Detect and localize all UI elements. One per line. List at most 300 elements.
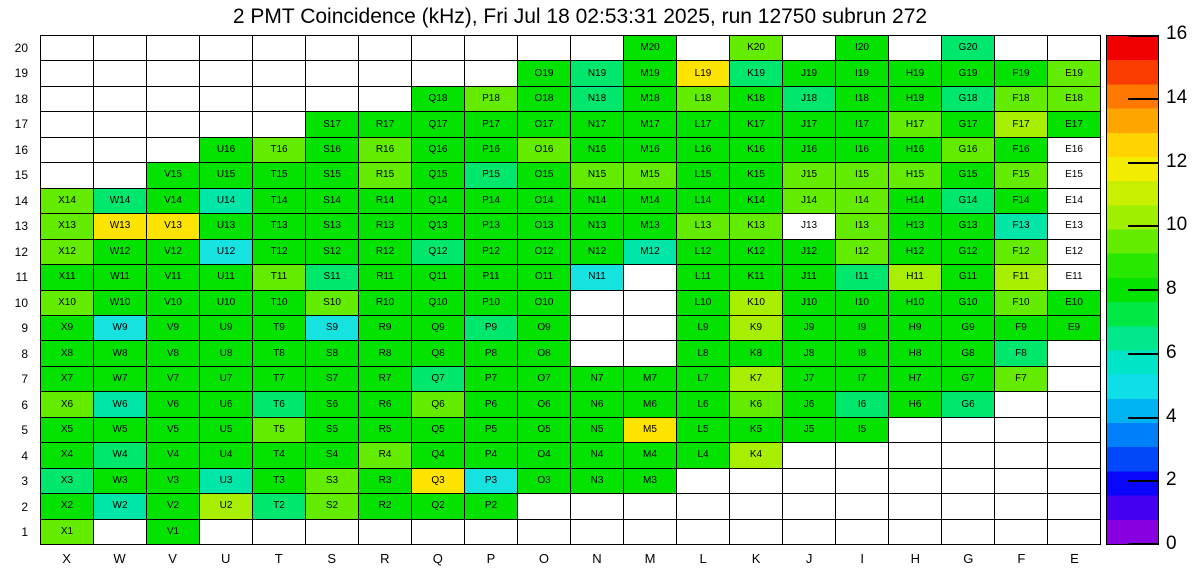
- y-axis-tick-label: 7: [21, 372, 28, 387]
- heatmap-cell-label: P8: [484, 347, 498, 359]
- heatmap-cell-label: P7: [484, 373, 498, 385]
- heatmap-cell: [518, 214, 570, 238]
- heatmap-cell-label: V8: [166, 347, 180, 359]
- heatmap-cell: [306, 418, 358, 442]
- heatmap-cell: [147, 214, 199, 238]
- heatmap-cell-label: R10: [375, 296, 395, 308]
- heatmap-cell-label: V11: [164, 271, 182, 283]
- heatmap-cell-label: U13: [216, 220, 236, 232]
- heatmap-cell: [359, 240, 411, 264]
- colorbar-tick: [1128, 289, 1159, 291]
- heatmap-cell: [253, 494, 305, 518]
- heatmap-cell-label: K12: [747, 245, 765, 257]
- heatmap-cell: [571, 189, 623, 213]
- empty-bin: [677, 469, 729, 493]
- heatmap-cell: [200, 392, 252, 416]
- heatmap-cell-label: V6: [166, 398, 180, 410]
- heatmap-cell: [94, 367, 146, 391]
- chart-title: 2 PMT Coincidence (kHz), Fri Jul 18 02:53:31 2025, run 12750 subrun 272: [232, 5, 928, 28]
- heatmap-cell: [677, 112, 729, 136]
- heatmap-cell-label: W7: [112, 373, 128, 385]
- empty-bin: [412, 36, 464, 60]
- colorbar-tick: [1128, 35, 1159, 37]
- heatmap-cell-label: S10: [323, 296, 341, 308]
- heatmap-cell: [359, 214, 411, 238]
- heatmap-cell-label: Q2: [431, 500, 445, 512]
- empty-bin: [94, 87, 146, 111]
- heatmap-cell: [41, 367, 93, 391]
- heatmap-cell: [518, 443, 570, 467]
- x-axis-tick-label: M: [644, 550, 656, 566]
- heatmap-cell-label: K5: [749, 423, 763, 435]
- empty-bin: [571, 341, 623, 365]
- heatmap-cell-label: G8: [961, 347, 975, 359]
- heatmap-cell-label: E14: [1065, 194, 1083, 206]
- y-axis-tick-label: 2: [21, 499, 28, 514]
- heatmap-cell: [306, 265, 358, 289]
- heatmap-cell: [571, 240, 623, 264]
- empty-bin: [995, 36, 1047, 60]
- heatmap-cell: [730, 214, 782, 238]
- heatmap-cell-label: I15: [855, 169, 869, 181]
- heatmap-cell-label: W5: [112, 423, 128, 435]
- heatmap-cell-label: V13: [164, 220, 182, 232]
- heatmap-cell-label: O11: [534, 271, 554, 283]
- heatmap-cell: [889, 341, 941, 365]
- heatmap-cell-label: O15: [534, 169, 554, 181]
- heatmap-cell-label: P10: [482, 296, 500, 308]
- heatmap-cell-label: O19: [534, 67, 554, 79]
- heatmap-cell-label: V9: [166, 322, 180, 334]
- heatmap-cell: [41, 341, 93, 365]
- heatmap-cell-label: Q8: [431, 347, 445, 359]
- heatmap-cell-label: T7: [273, 373, 285, 385]
- heatmap-cell-label: H16: [905, 144, 925, 156]
- heatmap-cell: [147, 520, 199, 544]
- heatmap-cell: [571, 367, 623, 391]
- y-axis-tick-label: 12: [14, 244, 28, 259]
- heatmap-cell-label: K4: [749, 449, 763, 461]
- heatmap-cell: [253, 163, 305, 187]
- heatmap-cell-label: I18: [855, 93, 869, 105]
- heatmap-cell-label: R3: [378, 474, 392, 486]
- x-axis-tick-label: R: [380, 550, 390, 566]
- heatmap-cell: [942, 61, 994, 85]
- heatmap-cell-label: G6: [961, 398, 975, 410]
- heatmap-cell-label: Q3: [431, 474, 445, 486]
- x-axis-tick-label: K: [751, 550, 761, 566]
- heatmap-cell-label: G18: [958, 93, 978, 105]
- heatmap-cell: [200, 341, 252, 365]
- heatmap-cell: [942, 265, 994, 289]
- heatmap-cell-label: U3: [219, 474, 233, 486]
- heatmap-cell-label: M6: [643, 398, 657, 410]
- heatmap-cell: [41, 443, 93, 467]
- x-axis-tick-label: G: [963, 550, 974, 566]
- heatmap-cell-label: M17: [640, 118, 660, 130]
- heatmap-cell-label: T10: [270, 296, 288, 308]
- x-axis-tick-label: E: [1070, 550, 1079, 566]
- heatmap-cell-label: I8: [857, 347, 867, 359]
- heatmap-cell-label: K10: [747, 296, 765, 308]
- heatmap-cell: [359, 341, 411, 365]
- heatmap-cell-label: F16: [1012, 144, 1030, 156]
- heatmap-cell-label: N14: [587, 194, 607, 206]
- heatmap-cell-label: K20: [747, 42, 765, 54]
- heatmap-cell: [995, 87, 1047, 111]
- heatmap-cell: [41, 469, 93, 493]
- heatmap-cell-label: J6: [803, 398, 815, 410]
- heatmap-cell-label: I13: [855, 220, 869, 232]
- heatmap-cell: [253, 341, 305, 365]
- heatmap-cell: [942, 214, 994, 238]
- heatmap-cell: [412, 240, 464, 264]
- heatmap-cell: [465, 163, 517, 187]
- heatmap-cell: [359, 316, 411, 340]
- heatmap-cell-label: J15: [800, 169, 818, 181]
- heatmap-cell-label: Q10: [428, 296, 448, 308]
- heatmap-cell: [253, 291, 305, 315]
- heatmap-cell: [200, 494, 252, 518]
- heatmap-cell-label: P15: [482, 169, 500, 181]
- heatmap-cell-label: W9: [112, 322, 128, 334]
- heatmap-cell-label: W4: [112, 449, 128, 461]
- empty-bin: [995, 392, 1047, 416]
- heatmap-cell: [41, 189, 93, 213]
- heatmap-cell: [253, 138, 305, 162]
- heatmap-cell-label: N11: [588, 271, 606, 283]
- heatmap-cell-label: Q14: [428, 194, 448, 206]
- heatmap-cell: [624, 469, 676, 493]
- empty-bin: [624, 494, 676, 518]
- y-axis-tick-label: 18: [14, 91, 28, 106]
- heatmap-cell-label: T8: [273, 347, 285, 359]
- heatmap-cell-label: L14: [694, 194, 712, 206]
- heatmap-cell: [677, 61, 729, 85]
- empty-bin: [41, 138, 93, 162]
- empty-bin: [147, 138, 199, 162]
- heatmap-cell-label: M5: [643, 423, 657, 435]
- heatmap-cell: [624, 189, 676, 213]
- heatmap-cell-label: L9: [697, 322, 709, 334]
- empty-bin: [836, 520, 888, 544]
- heatmap-cell: [306, 367, 358, 391]
- heatmap-cell-label: K7: [749, 373, 763, 385]
- heatmap-cell-label: X10: [58, 296, 76, 308]
- heatmap-cell-label: M12: [640, 245, 660, 257]
- heatmap-cell: [465, 418, 517, 442]
- heatmap-cell-label: N18: [587, 93, 607, 105]
- empty-bin: [359, 61, 411, 85]
- heatmap-cell-label: K9: [749, 322, 763, 334]
- heatmap-cell: [889, 367, 941, 391]
- heatmap-cell-label: K13: [747, 220, 765, 232]
- heatmap-cell: [1048, 265, 1100, 289]
- heatmap-cell: [730, 265, 782, 289]
- heatmap-grid: [40, 35, 1101, 545]
- heatmap-cell: [677, 214, 729, 238]
- heatmap-cell: [942, 163, 994, 187]
- heatmap-cell-label: K15: [747, 169, 765, 181]
- heatmap-cell-label: T6: [273, 398, 285, 410]
- heatmap-cell: [889, 291, 941, 315]
- heatmap-cell: [465, 189, 517, 213]
- heatmap-cell: [942, 367, 994, 391]
- heatmap-cell-label: F8: [1015, 347, 1027, 359]
- heatmap-cell-label: Q9: [431, 322, 445, 334]
- heatmap-cell: [889, 163, 941, 187]
- heatmap-cell: [200, 418, 252, 442]
- heatmap-cell-label: P12: [482, 245, 500, 257]
- colorbar-tick: [1128, 543, 1159, 545]
- heatmap-cell-label: T2: [273, 500, 285, 512]
- heatmap-cell: [677, 163, 729, 187]
- empty-bin: [94, 138, 146, 162]
- heatmap-cell-label: W14: [109, 194, 131, 206]
- heatmap-cell-label: S15: [323, 169, 341, 181]
- heatmap-cell-label: X8: [60, 347, 74, 359]
- heatmap-cell: [783, 112, 835, 136]
- heatmap-cell: [730, 291, 782, 315]
- heatmap-cell-label: I10: [855, 296, 869, 308]
- empty-bin: [94, 36, 146, 60]
- heatmap-cell: [94, 392, 146, 416]
- heatmap-cell-label: V4: [166, 449, 180, 461]
- heatmap-cell-label: O3: [537, 474, 551, 486]
- heatmap-cell: [1048, 163, 1100, 187]
- heatmap-cell: [624, 392, 676, 416]
- y-axis-tick-label: 9: [21, 321, 28, 336]
- heatmap-cell: [677, 392, 729, 416]
- heatmap-cell: [783, 189, 835, 213]
- heatmap-cell-label: O18: [534, 93, 554, 105]
- heatmap-cell: [995, 138, 1047, 162]
- heatmap-cell: [730, 36, 782, 60]
- heatmap-cell-label: N3: [590, 474, 604, 486]
- heatmap-cell-label: T14: [270, 194, 288, 206]
- empty-bin: [995, 418, 1047, 442]
- heatmap-cell: [1048, 214, 1100, 238]
- heatmap-cell-label: G10: [958, 296, 978, 308]
- heatmap-cell-label: I17: [855, 118, 869, 130]
- heatmap-cell-label: I9: [857, 322, 867, 334]
- heatmap-cell: [412, 214, 464, 238]
- heatmap-cell-label: X2: [60, 500, 74, 512]
- heatmap-cell-label: T12: [270, 245, 288, 257]
- heatmap-cell-label: J11: [801, 271, 817, 283]
- heatmap-cell: [147, 163, 199, 187]
- heatmap-cell-label: S4: [325, 449, 339, 461]
- heatmap-cell: [1048, 112, 1100, 136]
- heatmap-cell-label: P18: [482, 93, 500, 105]
- heatmap-cell-label: F19: [1012, 67, 1030, 79]
- heatmap-cell-label: F12: [1012, 245, 1030, 257]
- colorbar-tick-label: 0: [1166, 533, 1177, 555]
- x-axis-tick-label: O: [538, 550, 549, 566]
- heatmap-cell-label: J8: [803, 347, 815, 359]
- heatmap-cell: [889, 240, 941, 264]
- heatmap-cell-label: V14: [164, 194, 182, 206]
- heatmap-cell-label: T16: [270, 144, 288, 156]
- heatmap-cell: [518, 189, 570, 213]
- heatmap-cell: [306, 189, 358, 213]
- heatmap-cell-label: U8: [219, 347, 233, 359]
- heatmap-cell-label: K16: [747, 144, 765, 156]
- heatmap-cell: [889, 189, 941, 213]
- heatmap-cell-label: T3: [273, 474, 285, 486]
- heatmap-cell: [412, 316, 464, 340]
- y-axis-tick-label: 13: [14, 219, 28, 234]
- heatmap-cell: [836, 316, 888, 340]
- heatmap-cell: [836, 392, 888, 416]
- empty-bin: [889, 443, 941, 467]
- heatmap-cell: [253, 469, 305, 493]
- heatmap-cell: [412, 443, 464, 467]
- heatmap-cell-label: J19: [800, 67, 818, 79]
- heatmap-cell-label: P17: [482, 118, 500, 130]
- heatmap-cell: [571, 418, 623, 442]
- empty-bin: [942, 469, 994, 493]
- empty-bin: [306, 36, 358, 60]
- heatmap-cell: [359, 138, 411, 162]
- heatmap-cell: [94, 469, 146, 493]
- heatmap-cell: [306, 163, 358, 187]
- heatmap-cell: [730, 316, 782, 340]
- heatmap-cell: [412, 87, 464, 111]
- heatmap-cell: [94, 341, 146, 365]
- x-axis-tick-label: F: [1017, 550, 1026, 566]
- heatmap-cell: [677, 240, 729, 264]
- heatmap-cell-label: J9: [803, 322, 815, 334]
- heatmap-cell-label: E10: [1065, 296, 1083, 308]
- heatmap-cell-label: I6: [857, 398, 867, 410]
- heatmap-cell: [94, 443, 146, 467]
- heatmap-cell: [571, 61, 623, 85]
- empty-bin: [465, 36, 517, 60]
- heatmap-cell: [147, 291, 199, 315]
- heatmap-cell-label: I19: [855, 67, 869, 79]
- heatmap-cell: [730, 443, 782, 467]
- heatmap-cell-label: G7: [961, 373, 975, 385]
- empty-bin: [94, 112, 146, 136]
- heatmap-cell: [306, 341, 358, 365]
- heatmap-cell: [571, 469, 623, 493]
- heatmap-cell-label: T9: [273, 322, 285, 334]
- heatmap-cell-label: P11: [482, 271, 500, 283]
- heatmap-cell-label: F15: [1012, 169, 1030, 181]
- heatmap-cell-label: Q16: [428, 144, 448, 156]
- colorbar-area: [1106, 23, 1196, 555]
- heatmap-cell-label: X5: [60, 423, 74, 435]
- heatmap-cell: [624, 112, 676, 136]
- heatmap-cell-label: K19: [747, 67, 765, 79]
- heatmap-cell-label: X14: [58, 194, 76, 206]
- heatmap-cell: [995, 291, 1047, 315]
- heatmap-cell-label: U11: [217, 271, 235, 283]
- empty-bin: [306, 87, 358, 111]
- heatmap-cell: [253, 214, 305, 238]
- heatmap-cell: [41, 316, 93, 340]
- heatmap-cell: [1048, 87, 1100, 111]
- heatmap-cell: [147, 418, 199, 442]
- heatmap-cell-label: I7: [857, 373, 867, 385]
- heatmap-cell: [41, 494, 93, 518]
- heatmap-cell-label: X6: [60, 398, 74, 410]
- heatmap-cell-label: U2: [219, 500, 233, 512]
- heatmap-cell: [730, 240, 782, 264]
- y-axis-tick-label: 19: [14, 66, 28, 81]
- empty-bin: [253, 520, 305, 544]
- heatmap-cell: [147, 494, 199, 518]
- heatmap-cell-label: U7: [219, 373, 233, 385]
- heatmap-cell-label: S2: [325, 500, 339, 512]
- heatmap-cell-label: N7: [590, 373, 604, 385]
- heatmap-cell: [624, 214, 676, 238]
- heatmap-cell: [94, 214, 146, 238]
- heatmap-cell-label: F17: [1012, 118, 1030, 130]
- heatmap-cell: [465, 138, 517, 162]
- heatmap-cell: [942, 240, 994, 264]
- empty-bin: [1048, 418, 1100, 442]
- heatmap-cell: [942, 36, 994, 60]
- heatmap-cell: [306, 138, 358, 162]
- heatmap-cell: [677, 316, 729, 340]
- heatmap-cell-label: H11: [906, 271, 924, 283]
- heatmap-cell: [1048, 61, 1100, 85]
- heatmap-cell: [147, 316, 199, 340]
- heatmap-cell-label: I14: [855, 194, 869, 206]
- heatmap-cell: [359, 469, 411, 493]
- heatmap-cell: [465, 240, 517, 264]
- colorbar-tick: [1128, 98, 1159, 100]
- heatmap-cell: [147, 341, 199, 365]
- heatmap-cell: [253, 189, 305, 213]
- heatmap-cell-label: R5: [378, 423, 392, 435]
- heatmap-cell-label: L4: [697, 449, 709, 461]
- heatmap-cell: [465, 291, 517, 315]
- heatmap-cell-label: R17: [375, 118, 395, 130]
- empty-bin: [677, 36, 729, 60]
- empty-bin: [200, 87, 252, 111]
- heatmap-cell-label: T11: [270, 271, 288, 283]
- heatmap-cell-label: X12: [58, 245, 76, 257]
- heatmap-cell-label: G9: [961, 322, 975, 334]
- colorbar-tick-label: 8: [1166, 278, 1177, 300]
- heatmap-cell: [412, 341, 464, 365]
- heatmap-cell: [730, 163, 782, 187]
- heatmap-cell: [147, 392, 199, 416]
- heatmap-cell-label: L11: [695, 271, 711, 283]
- heatmap-cell-label: R16: [375, 144, 395, 156]
- heatmap-cell-label: J18: [800, 93, 818, 105]
- heatmap-cell: [306, 469, 358, 493]
- heatmap-cell: [518, 265, 570, 289]
- heatmap-cell: [783, 367, 835, 391]
- colorbar-tick-label: 2: [1166, 469, 1177, 491]
- heatmap-cell-label: H18: [905, 93, 925, 105]
- heatmap-cell: [200, 316, 252, 340]
- heatmap-cell: [253, 443, 305, 467]
- heatmap-cell: [359, 189, 411, 213]
- heatmap-cell: [147, 189, 199, 213]
- heatmap-cell-label: J16: [800, 144, 818, 156]
- heatmap-cell: [306, 112, 358, 136]
- heatmap-cell: [412, 265, 464, 289]
- heatmap-cell: [518, 316, 570, 340]
- heatmap-cell: [995, 163, 1047, 187]
- heatmap-cell-label: U9: [219, 322, 233, 334]
- empty-bin: [783, 469, 835, 493]
